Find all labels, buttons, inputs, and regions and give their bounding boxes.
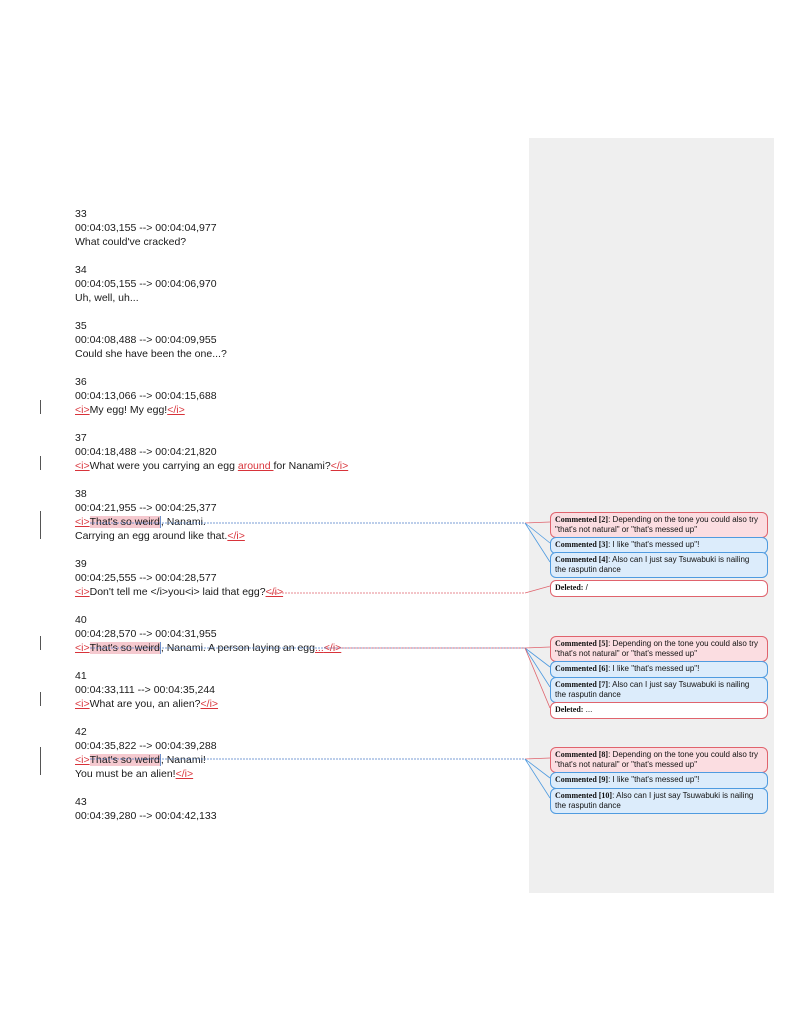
subtitle-index: 40 [75,614,87,626]
balloon-label: Commented [9] [555,775,609,784]
balloon-label: Commented [5] [555,639,609,648]
balloon-text: : Also can I just say Tsuwabuki is nailing the rasputin dance [555,555,750,574]
balloon-text: : I like "that's messed up"! [608,775,700,784]
subtitle-index: 39 [75,558,87,570]
text-run: You must be an alien! [75,768,176,780]
comment-balloon[interactable] [550,512,768,538]
subtitle-index: 42 [75,726,87,738]
inserted-text: <i> [75,404,90,416]
inserted-text: </i> [200,698,219,710]
balloon-label: Commented [6] [555,664,609,673]
subtitle-index: 37 [75,432,87,444]
inserted-text: </i> [167,404,185,416]
text-run: , Nanami. [160,516,206,528]
text-run: What are you, an alien? [89,698,201,710]
inserted-text: ... [315,642,324,654]
subtitle-index: 43 [75,796,87,808]
comment-balloon[interactable] [550,772,768,789]
text-run: My egg! My egg! [89,404,168,416]
connector-line [525,759,550,798]
subtitle-timestamp: 00:04:18,488 --> 00:04:21,820 [75,446,217,458]
subtitle-index: 38 [75,488,87,500]
inserted-text: </i> [227,530,245,542]
inserted-text: <i> [75,754,90,766]
connector-line [525,648,550,687]
subtitle-timestamp: 00:04:05,155 --> 00:04:06,970 [75,278,217,290]
connector-line [525,523,550,562]
subtitle-index: 33 [75,208,87,220]
subtitle-timestamp: 00:04:21,955 --> 00:04:25,377 [75,502,217,514]
text-run: Don't tell me </i>you<i> laid that egg? [89,586,266,598]
connector-line [525,759,550,778]
comment-balloon[interactable] [550,552,768,578]
subtitle-timestamp: 00:04:13,066 --> 00:04:15,688 [75,390,217,402]
comment-balloon[interactable] [550,788,768,814]
subtitle-timestamp: 00:04:39,280 --> 00:04:42,133 [75,810,217,822]
inserted-text: <i> [75,516,90,528]
inserted-text: </i> [265,586,284,598]
connector-line [525,523,550,543]
balloon-text: : Depending on the tone you could also try "that's not natural" or "that's messed up" [555,639,758,658]
commented-text: That's so weird [89,642,160,654]
balloon-text: / [583,583,588,592]
text-run: Carrying an egg around like that. [75,530,228,542]
inserted-text: </i> [330,460,349,472]
connector-line [525,586,550,593]
balloon-text: : Also can I just say Tsuwabuki is nailing the rasputin dance [555,791,754,810]
subtitle-index: 34 [75,264,87,276]
balloon-label: Commented [4] [555,555,609,564]
balloon-text: : Also can I just say Tsuwabuki is nailing the rasputin dance [555,680,750,699]
deletion-balloon[interactable] [550,702,768,719]
inserted-text: <i> [75,642,90,654]
subtitle-timestamp: 00:04:03,155 --> 00:04:04,977 [75,222,217,234]
balloon-label: Commented [2] [555,515,609,524]
connector-line [525,522,550,523]
text-run: Could she have been the one...? [75,348,227,360]
balloon-text: : Depending on the tone you could also try "that's not natural" or "that's messed up" [555,515,758,534]
balloon-label: Commented [8] [555,750,609,759]
inserted-text: <i> [75,460,90,472]
balloon-text: ... [583,705,593,714]
inserted-text: around [237,460,274,472]
connector-line [525,647,550,648]
inserted-text: </i> [323,642,342,654]
balloon-label: Commented [3] [555,540,609,549]
text-run: What were you carrying an egg [89,460,238,472]
commented-text: That's so weird [89,754,160,766]
subtitle-index: 35 [75,320,87,332]
inserted-text: </i> [175,768,194,780]
comment-balloon[interactable] [550,677,768,703]
balloon-label: Commented [7] [555,680,609,689]
subtitle-timestamp: 00:04:28,570 --> 00:04:31,955 [75,628,217,640]
balloon-text: : I like "that's messed up"! [608,664,700,673]
balloon-text: : Depending on the tone you could also try "that's not natural" or "that's messed up" [555,750,758,769]
balloon-text: : I like "that's messed up"! [608,540,700,549]
inserted-text: <i> [75,698,90,710]
connector-line [525,758,550,759]
subtitle-timestamp: 00:04:08,488 --> 00:04:09,955 [75,334,217,346]
inserted-text: <i> [75,586,90,598]
subtitle-timestamp: 00:04:25,555 --> 00:04:28,577 [75,572,217,584]
balloon-label: Deleted: [555,705,584,714]
deletion-balloon[interactable] [550,580,768,597]
subtitle-timestamp: 00:04:33,111 --> 00:04:35,244 [75,684,216,696]
comment-balloon[interactable] [550,636,768,662]
text-run: , Nanami. A person laying an egg [160,642,315,654]
subtitle-timestamp: 00:04:35,822 --> 00:04:39,288 [75,740,217,752]
text-run: What could've cracked? [75,236,187,248]
text-run: , Nanami! [160,754,206,766]
balloon-label: Commented [10] [555,791,613,800]
text-run: for Nanami? [273,460,331,472]
comment-balloon[interactable] [550,747,768,773]
comment-balloon[interactable] [550,661,768,678]
subtitle-index: 41 [75,670,87,682]
text-run: Uh, well, uh... [75,292,139,304]
balloon-label: Deleted: [555,583,584,592]
subtitle-index: 36 [75,376,87,388]
commented-text: That's so weird [89,516,160,528]
